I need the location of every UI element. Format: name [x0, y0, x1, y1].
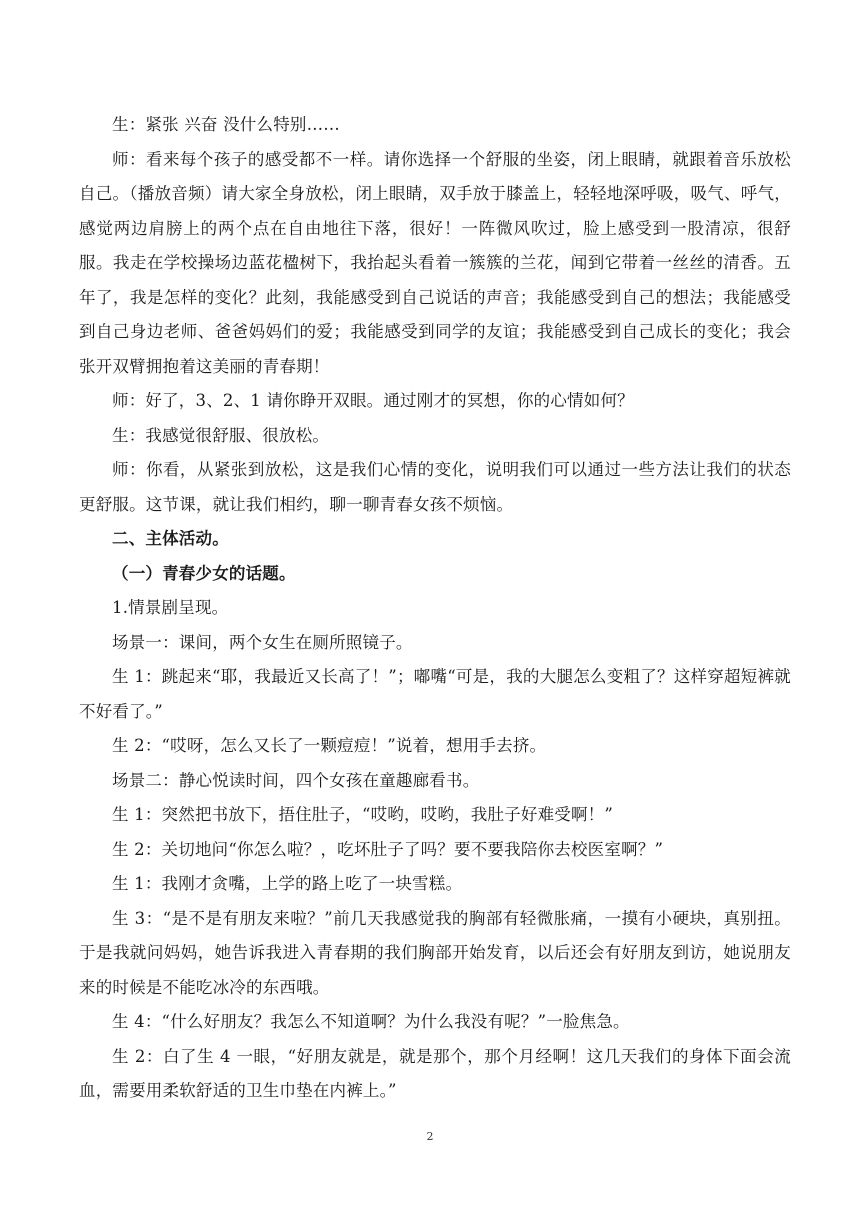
body-paragraph: 师：看来每个孩子的感受都不一样。请你选择一个舒服的坐姿，闭上眼睛，就跟着音乐放松自己。（播放音频）请大家全身放松，闭上眼睛，双手放于膝盖上，轻轻地深呼吸，吸气、呼气，感觉两边肩膀上的两个点在自由地往下落，很好！一阵微风吹过，脸上感受到一股清凉，很舒服。我走在学校操场边蓝花楹树下，我抬起头看着一簇簇的兰花，闻到它带着一丝丝的清香。五年了，我是怎样的变化？此刻，我能感受到自己说话的声音；我能感受到自己的想法；我能感受到自己身边老师、爸爸妈妈们的爱；我能感受到同学的友谊；我能感受到自己成长的变化；我会张开双臂拥抱着这美丽的青春期！ — [79, 149, 791, 376]
body-paragraph: 师：你看，从紧张到放松，这是我们心情的变化，说明我们可以通过一些方法让我们的状态更舒服。这节课，就让我们相约，聊一聊青春女孩不烦恼。 — [79, 460, 791, 514]
body-paragraph: 生 2：关切地问“你怎么啦？，吃坏肚子了吗？要不要我陪你去校医室啊？” — [112, 839, 664, 859]
body-paragraph: 生：紧张 兴奋 没什么特别…… — [112, 115, 340, 134]
body-paragraph: 生 2：白了生 4 一眼，“好朋友就是，就是那个，那个月经啊！这几天我们的身体下面会流血，需要用柔软舒适的卫生巾垫在内裤上。” — [79, 1046, 791, 1100]
body-paragraph: 生 4：“什么好朋友？我怎么不知道啊？为什么我没有呢？”一脸焦急。 — [112, 1012, 630, 1031]
body-paragraph: 生 2：“哎呀，怎么又长了一颗痘痘！”说着，想用手去挤。 — [112, 736, 547, 755]
document-body — [79, 108, 791, 1109]
body-paragraph: 生 1：跳起来“耶，我最近又长高了！”；嘟嘴“可是，我的大腿怎么变粗了？这样穿超短裤就不好看了。” — [79, 667, 791, 721]
section-heading: （一）青春少女的话题。 — [112, 563, 296, 583]
body-paragraph: 生 1：突然把书放下，捂住肚子，“哎哟，哎哟，我肚子好难受啊！” — [112, 805, 614, 824]
body-paragraph: 生 3：“是不是有朋友来啦？”前几天我感觉我的胸部有轻微胀痛，一摸有小硬块，真别扭。于是我就问妈妈，她告诉我进入青春期的我们胸部开始发育，以后还会有好朋友到访，她说朋友来的时候是不能吃冰冷的东西哦。 — [79, 908, 791, 997]
page-number: 2 — [426, 1130, 434, 1143]
section-heading: 二、主体活动。 — [112, 529, 229, 548]
body-paragraph: 师：好了，3、2、1 请你睁开双眼。通过刚才的冥想，你的心情如何？ — [112, 391, 634, 410]
body-paragraph: 生：我感觉很舒服、很放松。 — [112, 425, 330, 445]
body-paragraph: 生 1：我刚才贪嘴，上学的路上吃了一块雪糕。 — [112, 874, 463, 893]
body-paragraph: 1.情景剧呈现。 — [112, 598, 229, 617]
body-paragraph: 场景一：课间，两个女生在厕所照镜子。 — [112, 632, 413, 652]
body-paragraph: 场景二：静心悦读时间，四个女孩在童趣廊看书。 — [112, 770, 480, 790]
